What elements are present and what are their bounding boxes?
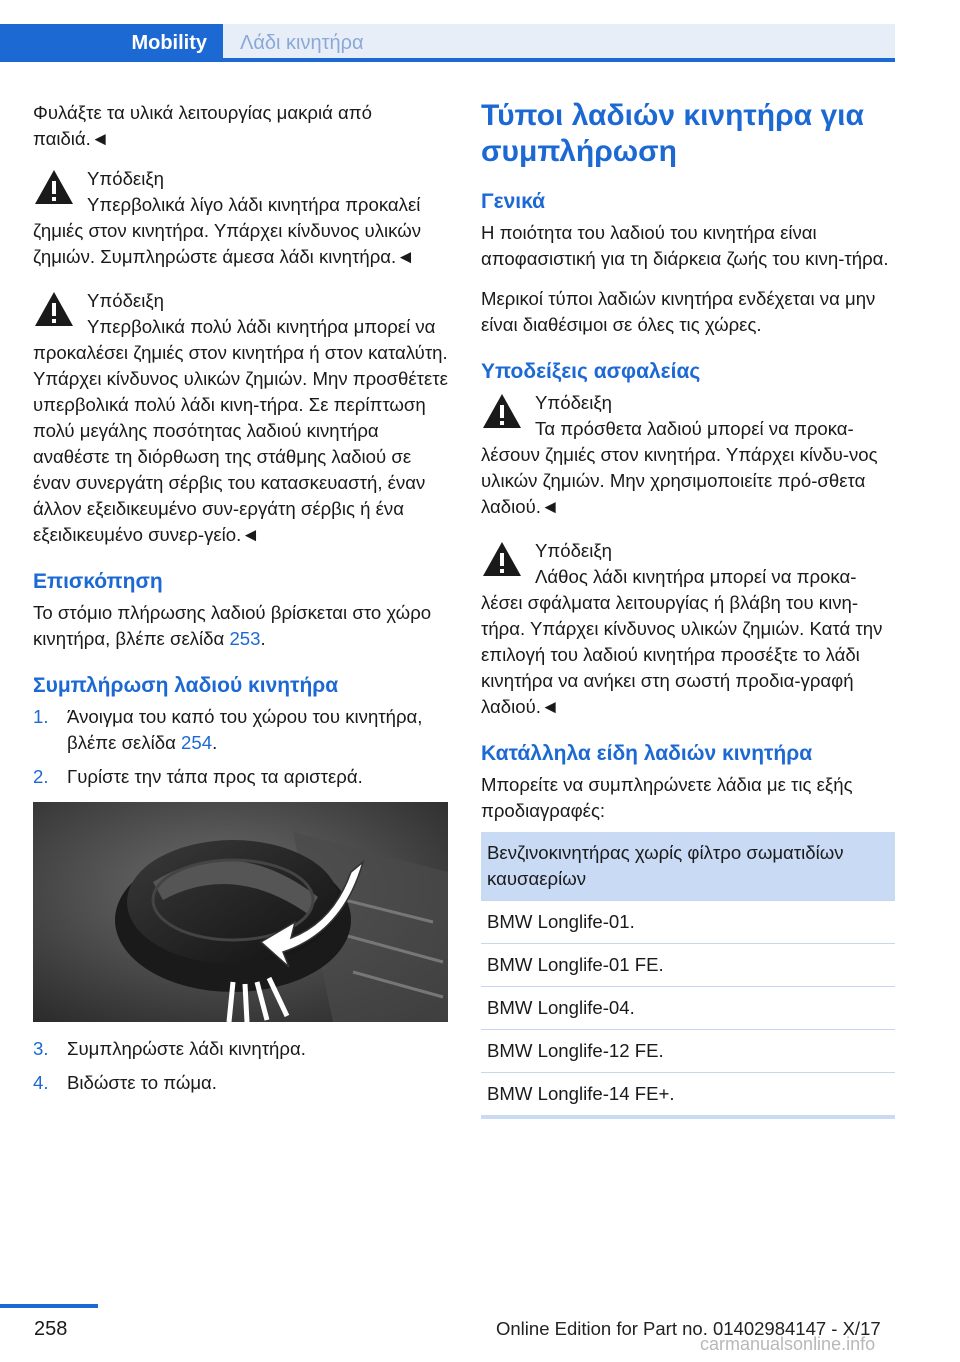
table-row [481, 1073, 895, 1118]
table-header-row [481, 832, 895, 901]
warning-text: Λάθος λάδι κινητήρα μπορεί να προκα-λέσει σφάλματα λειτουργίας ή βλάβη του κινη-τήρα. Υπάρχει κίνδυνος υλικών ζημιών. Κατά την επιλογή του λαδιού κινητήρα προσέξτε το λάδι κινητήρα να ανήκει στη σωστή προδια-γραφή λαδιού.◄ [481, 566, 883, 717]
warning-title: Υπόδειξη [535, 392, 613, 413]
warning-title: Υπόδειξη [535, 540, 613, 561]
list-item: 3. Συμπληρώστε λάδι κινητήρα. [33, 1038, 306, 1059]
table-row [481, 901, 895, 944]
steps-list [33, 1036, 448, 1096]
warning-box [481, 390, 895, 520]
page-title: Τύποι λαδιών κινητήρα για συμπλήρωση [481, 99, 864, 168]
right-column [481, 98, 895, 1119]
warning-icon [481, 540, 523, 578]
table-cell: BMW Longlife-12 FE. [481, 1030, 895, 1073]
general-text: Η ποιότητα του λαδιού του κινητήρα είναι αποφασιστική για τη διάρκεια ζωής του κινη-τήρα. [481, 222, 889, 269]
safety-heading: Υποδείξεις ασφαλείας [481, 360, 701, 383]
warning-box [33, 288, 448, 548]
warning-text: Τα πρόσθετα λαδιού μπορεί να προκα-λέσουν ζημιές στον κινητήρα. Υπάρχει κίνδυ-νος υλικών ζημιών. Μην χρησιμοποιείτε πρό-σθετα λαδιού.◄ [481, 418, 878, 517]
table-cell: BMW Longlife-01 FE. [481, 944, 895, 987]
oil-cap-photo [33, 802, 448, 1022]
list-item: 1. Άνοιγμα του καπό του χώρου του κινητήρα, βλέπε σελίδα 254. [33, 706, 423, 753]
types-intro: Μπορείτε να συμπληρώνετε λάδια με τις εξής προδιαγραφές: [481, 774, 853, 821]
table-header-cell: Βενζινοκινητήρας χωρίς φίλτρο σωματιδίων καυσαερίων [481, 832, 895, 901]
warning-box [33, 166, 448, 270]
header-rule [0, 58, 895, 62]
topic-tab[interactable]: Λάδι κινητήρα [223, 24, 895, 62]
list-item: 4. Βιδώστε το πώμα. [33, 1072, 217, 1093]
overview-heading: Επισκόπηση [33, 570, 163, 593]
warning-title: Υπόδειξη [87, 290, 165, 311]
page-link[interactable]: 254 [181, 732, 213, 753]
table-row [481, 987, 895, 1030]
table-row [481, 944, 895, 987]
warning-icon [481, 392, 523, 430]
warning-box [481, 538, 895, 720]
table-row [481, 1030, 895, 1073]
page-header [0, 0, 960, 62]
warning-text: Υπερβολικά πολύ λάδι κινητήρα μπορεί να προκαλέσει ζημιές στον κινητήρα ή στον καταλύτη. Υπάρχει κίνδυνος υλικών ζημιών. Μην προσθέτετε υπερβολικά πολύ λάδι κινη-τήρα. Σε περίπτωση πολύ μεγάλης ποσότητας λαδιού κινητήρα αναθέστε τη διόρθωση της στάθμης λαδιού σε έναν συνεργάτη σέρβις του κατασκευαστή, έναν άλλον εξειδικευμένο συν-εργάτη σέρβις ή ένα εξειδικευμένο συνερ-γείο.◄ [33, 316, 448, 545]
overview-text: Το στόμιο πλήρωσης λαδιού βρίσκεται στο χώρο κινητήρα, βλέπε σελίδα 253. [33, 602, 432, 649]
warning-icon [33, 168, 75, 206]
page-number-rule [0, 1304, 98, 1308]
intro-text: Φυλάξτε τα υλικά λειτουργίας μακριά από παιδιά.◄ [33, 102, 372, 149]
page-link[interactable]: 253 [229, 628, 261, 649]
left-column [33, 100, 448, 1108]
section-tab[interactable]: Mobility [0, 24, 223, 62]
warning-icon [33, 290, 75, 328]
general-heading: Γενικά [481, 190, 546, 213]
steps-list [33, 704, 448, 790]
list-item: 2. Γυρίστε την τάπα προς τα αριστερά. [33, 766, 363, 787]
table-cell: BMW Longlife-14 FE+. [481, 1073, 895, 1118]
table-cell: BMW Longlife-01. [481, 901, 895, 944]
warning-text: Υπερβολικά λίγο λάδι κινητήρα προκαλεί ζημιές στον κινητήρα. Υπάρχει κίνδυνος υλικών ζημιών. Συμπληρώστε άμεσα λάδι κινητήρα.◄ [33, 194, 422, 267]
general-text: Μερικοί τύποι λαδιών κινητήρα ενδέχεται να μην είναι διαθέσιμοι σε όλες τις χώρες. [481, 288, 876, 335]
warning-title: Υπόδειξη [87, 168, 165, 189]
types-heading: Κατάλληλα είδη λαδιών κινητήρα [481, 742, 813, 765]
watermark: carmanualsonline.info [700, 1334, 876, 1354]
table-cell: BMW Longlife-04. [481, 987, 895, 1030]
spec-table [481, 832, 895, 1119]
edition-footer: Online Edition for Part no. 01402984147 - X/17 [496, 1318, 881, 1339]
page-number: 258 [34, 1318, 68, 1340]
fill-heading: Συμπλήρωση λαδιού κινητήρα [33, 674, 339, 697]
